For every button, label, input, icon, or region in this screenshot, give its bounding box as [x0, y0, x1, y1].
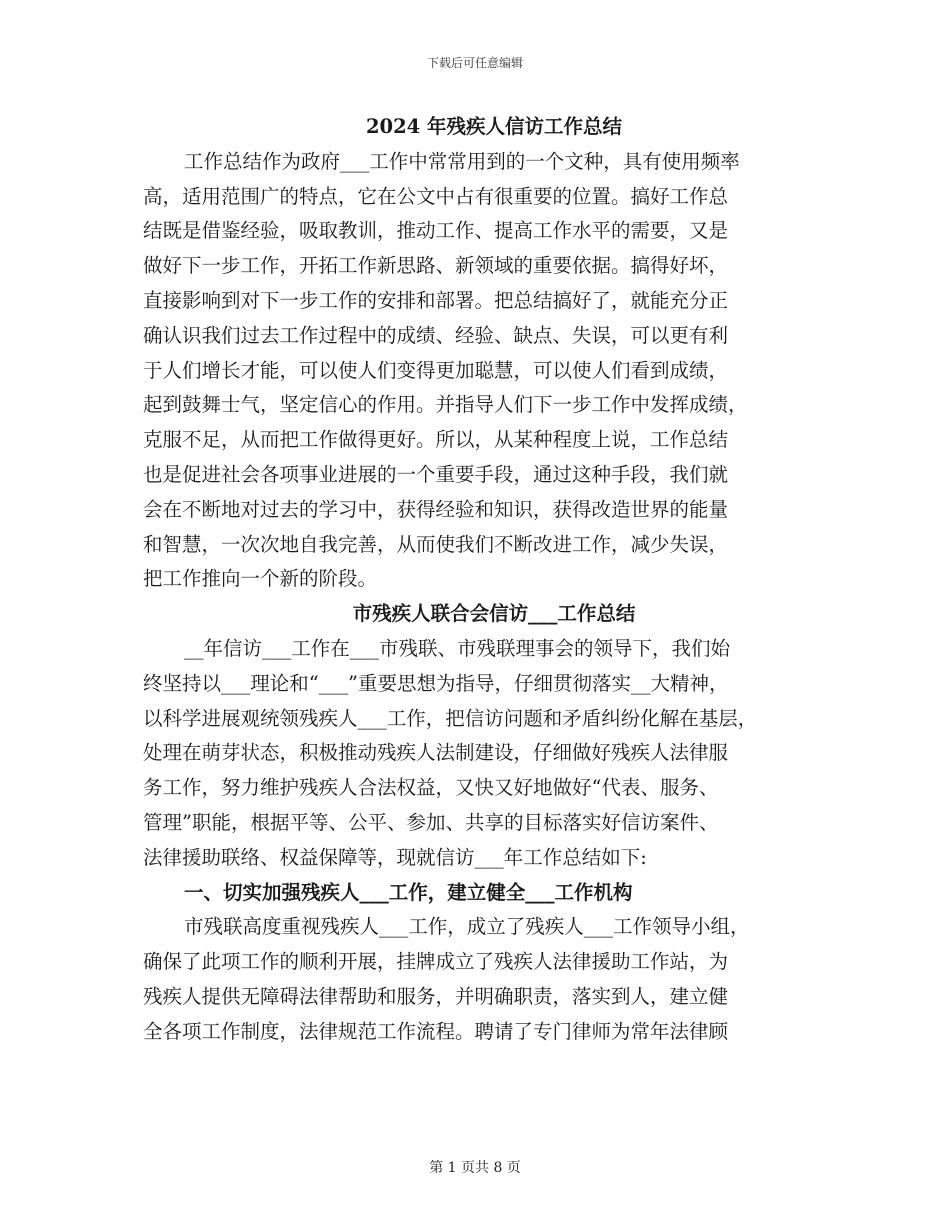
paragraph-line: 确认识我们过去工作过程中的成绩、经验、缺点、失误，可以更有利 — [143, 323, 729, 347]
paragraph-line: 残疾人提供无障碍法律帮助和服务，并明确职责，落实到人，建立健 — [143, 984, 729, 1008]
paragraph-line: 直接影响到对下一步工作的安排和部署。把总结搞好了，就能充分正 — [143, 288, 729, 312]
paragraph-line: 工作总结作为政府___工作中常常用到的一个文种，具有使用频率 — [184, 149, 740, 173]
paragraph-line: 高，适用范围广的特点，它在公文中占有很重要的位置。搞好工作总 — [143, 184, 729, 208]
section-heading: 一、切实加强残疾人___工作，建立健全___工作机构 — [184, 880, 633, 904]
document-body — [143, 110, 823, 1050]
paragraph-line: 也是促进社会各项事业进展的一个重要手段，通过这种手段，我们就 — [143, 462, 729, 486]
paragraph-line: 起到鼓舞士气，坚定信心的作用。并指导人们下一步工作中发挥成绩， — [143, 393, 748, 417]
paragraph-line: 处理在萌芽状态，积极推动残疾人法制建设，仔细做好残疾人法律服 — [143, 741, 729, 765]
paragraph-line: 市残联高度重视残疾人___工作，成立了残疾人___工作领导小组， — [184, 915, 750, 939]
paragraph-line: 全各项工作制度，法律规范工作流程。聘请了专门律师为常年法律顾 — [143, 1019, 729, 1043]
paragraph-line: 以科学进展观统领残疾人___工作，把信访问题和矛盾纠纷化解在基层， — [143, 706, 758, 730]
header-note: 下载后可任意编辑 — [426, 56, 523, 70]
paragraph-line: 和智慧，一次次地自我完善，从而使我们不断改进工作，减少失误， — [143, 532, 729, 556]
paragraph-line: 终坚持以___理论和“___”重要思想为指导，仔细贯彻落实__大精神， — [143, 671, 729, 695]
page-footer: 第 1 页共 8 页 — [429, 1160, 521, 1176]
paragraph-line: 做好下一步工作，开拓工作新思路、新领域的重要依据。搞得好坏， — [143, 254, 729, 278]
section-subtitle: 市残疾人联合会信访___工作总结 — [352, 602, 636, 626]
paragraph-line: 法律援助联络、权益保障等，现就信访___年工作总结如下: — [143, 845, 647, 869]
paragraph-line: 把工作推向一个新的阶段。 — [143, 567, 378, 591]
paragraph-line: __年信访___工作在___市残联、市残联理事会的领导下，我们始 — [184, 636, 731, 660]
paragraph-line: 务工作，努力维护残疾人合法权益，又快又好地做好“代表、服务、 — [143, 776, 719, 800]
paragraph-line: 结既是借鉴经验，吸取教训，推动工作、提高工作水平的需要，又是 — [143, 219, 729, 243]
paragraph-line: 确保了此项工作的顺利开展，挂牌成立了残疾人法律援助工作站，为 — [143, 950, 729, 974]
paragraph-line: 管理”职能，根据平等、公平、参加、共享的目标落实好信访案件、 — [143, 810, 719, 834]
document-title: 2024 年残疾人信访工作总结 — [365, 115, 623, 138]
paragraph-line: 克服不足，从而把工作做得更好。所以，从某种程度上说，工作总结 — [143, 428, 729, 452]
paragraph-line: 会在不断地对过去的学习中，获得经验和知识，获得改造世界的能量 — [143, 497, 729, 521]
paragraph-line: 于人们增长才能，可以使人们变得更加聪慧，可以使人们看到成绩， — [143, 358, 729, 382]
